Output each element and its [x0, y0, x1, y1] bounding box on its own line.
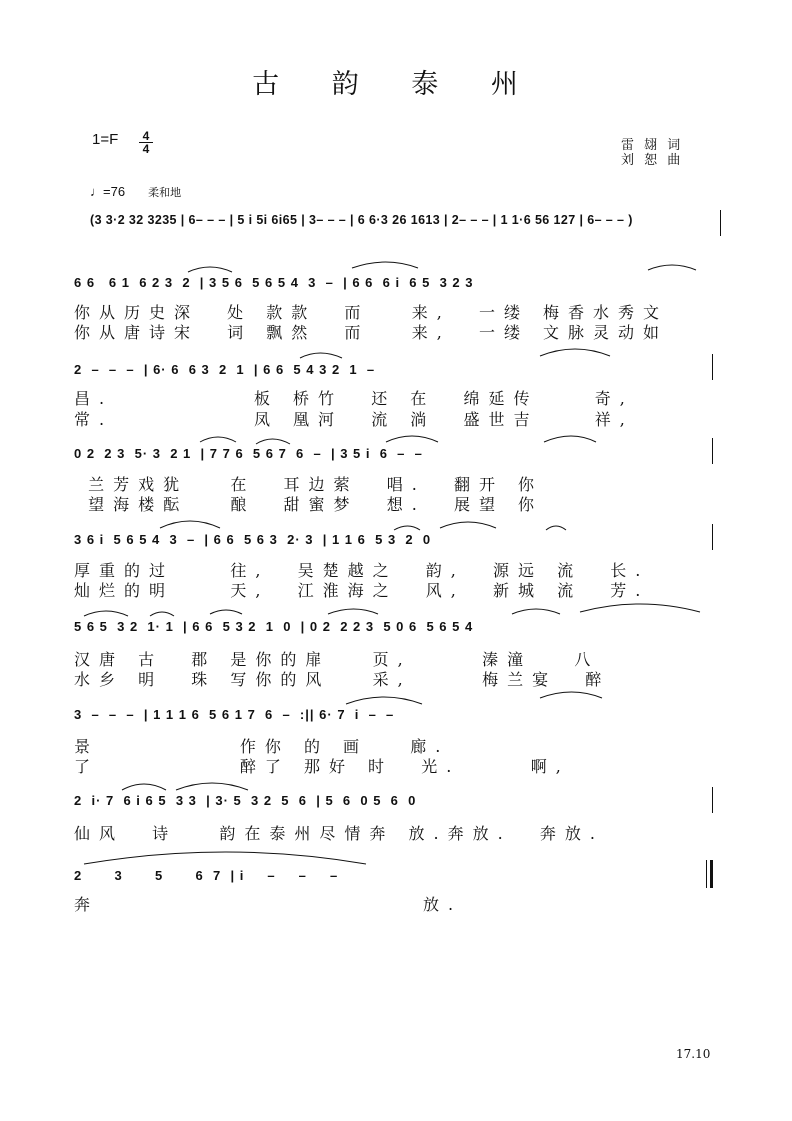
- notation-row-3: 0 2 2 3 5· 3 2 1 | 7 7 6 5 6 7 6 – | 3 5 i 6 – –: [74, 446, 423, 461]
- slur: [394, 526, 420, 530]
- notation-row-7: 2 i· 7 6 i 6 5 3 3 | 3· 5 3 2 5 6 | 5 6 0 5 6 0: [74, 793, 417, 808]
- notation-row-2: 2 – – – | 6· 6 6 3 2 1 | 6 6 5 4 3 2 1 –: [74, 362, 376, 377]
- lyric-row-4-verse-2: 灿烂的明 天, 江淮海之 风, 新城 流 芳.: [74, 581, 650, 600]
- slur: [352, 262, 418, 268]
- slur: [84, 852, 366, 864]
- notation-row-1: 6 6 6 1 6 2 3 2 | 3 5 6 5 6 5 4 3 – | 6 6 6 i 6 5 3 2 3: [74, 275, 474, 290]
- slur: [150, 612, 174, 616]
- slur: [540, 692, 602, 698]
- lyric-row-6-verse-1: 景 作你 的 画 廊.: [74, 737, 450, 756]
- slur: [440, 522, 496, 528]
- composer: 刘 恕 曲: [621, 153, 684, 168]
- slur: [540, 349, 610, 356]
- slur: [546, 526, 566, 530]
- intro-notation: (3 3·2 32 3235 | 6– – – | 5 i 5i 6i65 | 3– – – | 6 6·3 26 1613 | 2– – – | 1 1·6 56 127 | 6– – – ): [90, 213, 633, 227]
- slur: [386, 436, 438, 442]
- notation-row-5: 5 6 5 3 2 1· 1 | 6 6 5 3 2 1 0 | 0 2 2 2 3 5 0 6 5 6 5 4: [74, 619, 474, 634]
- slur: [84, 611, 128, 616]
- notation-row-8: 2 3 5 6 7 | i – – –: [74, 868, 339, 883]
- song-title: 古 韵 泰 州: [252, 69, 540, 100]
- slur: [188, 267, 232, 272]
- lyric-row-2-verse-1: 昌. 板 桥竹 还 在 绵延传 奇,: [74, 389, 634, 408]
- slur: [648, 265, 696, 270]
- tempo-mark: ♩=76: [90, 184, 126, 199]
- notation-row-4: 3 6 i 5 6 5 4 3 – | 6 6 5 6 3 2· 3 | 1 1 6 5 3 2 0: [74, 532, 432, 547]
- lyric-row-1-verse-1: 你从历史深 处 款款 而 来, 一缕 梅香水秀文: [74, 303, 669, 322]
- key-signature: 1=F: [92, 131, 119, 148]
- lyric-row-2-verse-2: 常. 凤 凰河 流 淌 盛世吉 祥,: [74, 410, 634, 429]
- slur: [200, 437, 236, 442]
- lyric-row-3-verse-2: 望海楼酝 酿 甜蜜梦 想. 展望 你: [74, 495, 544, 514]
- lyric-row-5-verse-2: 水乡 明 珠 写你的风 采, 梅兰宴 醉: [74, 670, 611, 689]
- slur: [544, 436, 596, 442]
- lyric-row-6-verse-2: 了 醉了 那好 时 光. 啊,: [74, 757, 570, 776]
- expression-mark: 柔和地: [148, 187, 182, 199]
- lyricist: 雷 翃 词: [621, 138, 684, 153]
- meter-bottom: 4: [142, 142, 150, 156]
- slur: [346, 697, 422, 704]
- slur: [256, 439, 290, 444]
- lyric-row-3-verse-1: 兰芳戏犹 在 耳边萦 唱. 翻开 你: [74, 475, 544, 494]
- slur: [210, 610, 242, 614]
- slur: [580, 604, 700, 612]
- slur: [300, 353, 342, 358]
- slur: [122, 784, 166, 790]
- lyric-row-8: 奔 放.: [74, 895, 463, 914]
- page-footer-date: 17.10: [676, 1047, 711, 1061]
- slur: [512, 609, 560, 614]
- slur: [160, 521, 220, 528]
- lyric-row-7: 仙风 诗 韵在泰州尽情奔 放.奔放. 奔放.: [74, 824, 604, 843]
- meter-top: 4: [142, 129, 150, 143]
- lyric-row-1-verse-2: 你从唐诗宋 词 飘然 而 来, 一缕 文脉灵动如: [74, 323, 669, 342]
- slur: [176, 783, 248, 790]
- lyric-row-5-verse-1: 汉唐 古 郡 是你的扉 页, 溱潼 八: [74, 650, 600, 669]
- lyric-row-4-verse-1: 厚重的过 往, 吴楚越之 韵, 源远 流 长.: [74, 561, 650, 580]
- notation-row-6: 3 – – – | 1 1 1 6 5 6 1 7 6 – :|| 6· 7 i – –: [74, 707, 395, 722]
- slur: [328, 609, 378, 614]
